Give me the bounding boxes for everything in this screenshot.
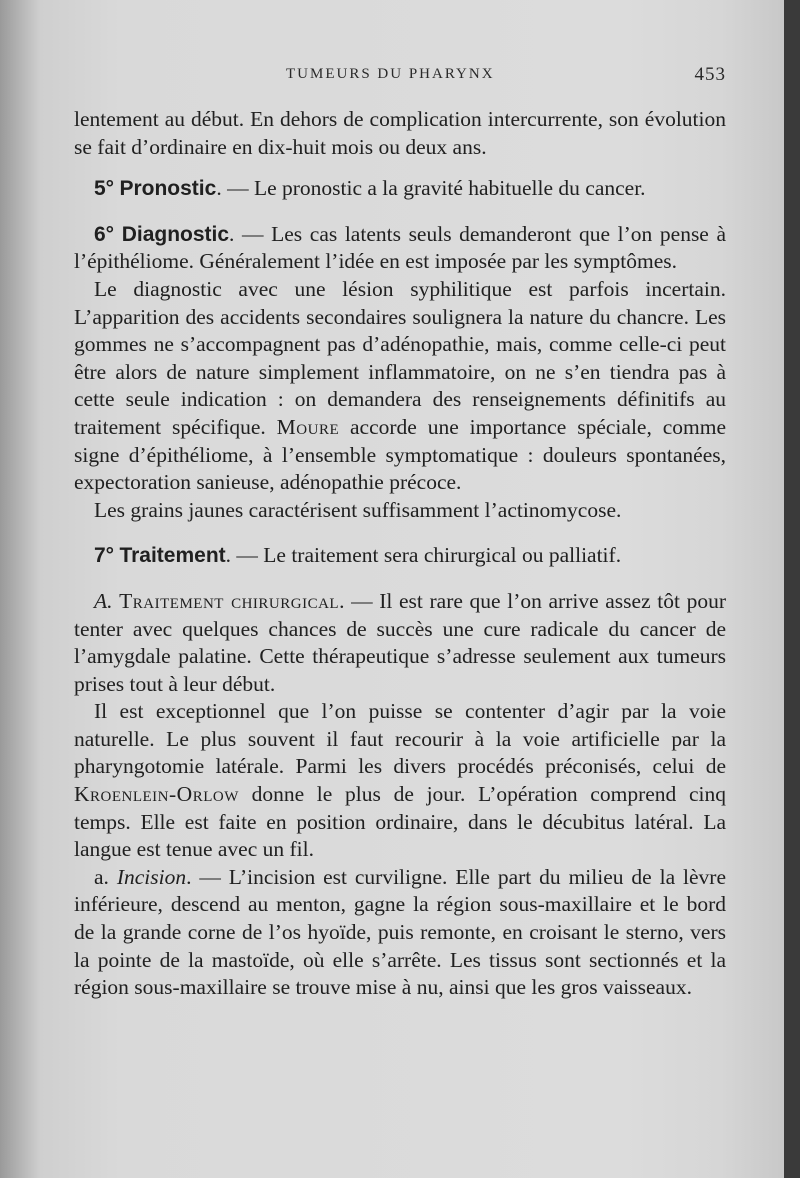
- section-number: 5°: [94, 177, 115, 201]
- author-name: Moure: [276, 414, 340, 439]
- section-diagnostic: [74, 221, 726, 276]
- running-title: TUMEURS DU PHARYNX: [286, 66, 495, 82]
- paragraph-text: Il est exceptionnel que l’on puisse se contenter d’agir par la voie naturelle. Le plus souvent il faut recourir à la voie artificielle par la pharyngotomie latérale. Parmi les divers procédés préconisés, celui de: [74, 699, 726, 779]
- paragraph-text: . — Il est rare que l’on arrive assez tôt pour tenter avec quelques chances de succès une cure radicale du cancer de l’amygdale palatine. Cette thérapeutique s’adresse seulement aux tumeurs prises tout à leur début.: [74, 588, 727, 696]
- section-number: 7°: [94, 544, 115, 568]
- paragraph-text: . — Les cas latents seuls demanderont que l’on pense à l’épithéliome. Généralement l’idée en est imposée par les symptômes.: [74, 221, 726, 274]
- paragraph-text: . — Le traitement sera chirurgical ou palliatif.: [225, 543, 622, 568]
- paragraph-incision: [74, 864, 726, 1002]
- page-edge: [784, 0, 800, 1178]
- section-number: 6°: [94, 222, 115, 246]
- paragraph-text: lentement au début. En dehors de complication intercurrente, son évolution se fait d’ordinaire en dix-huit mois ou deux ans.: [74, 107, 726, 159]
- paragraph: [74, 276, 726, 497]
- item-heading: Incision: [116, 864, 187, 889]
- paragraph-text: donne le plus de jour. L’opération comprend cinq temps. Elle est faite en position ordinaire, dans le décubitus latéral. La langue est tenue avec un fil.: [74, 782, 726, 862]
- section-pronostic: [74, 175, 726, 203]
- subsection-letter: A.: [94, 588, 113, 613]
- section-heading: Diagnostic: [121, 222, 230, 246]
- paragraph-text: . — L’incision est curviligne. Elle part du milieu de la lèvre inférieure, descend au menton, gagne la région sous-maxillaire et le bord de la grande corne de l’os hyoïde, puis remonte, en croisant le sterno, vers la pointe de la mastoïde, où elle s’arrête. Les tissus sont sectionnés et la région sous-maxillaire se trouve mise à nu, ainsi que les gros vaisseaux.: [74, 864, 726, 1000]
- paragraph: [74, 698, 726, 864]
- paragraph: [74, 106, 726, 161]
- section-traitement: [74, 542, 726, 570]
- page-number: 453: [694, 64, 726, 85]
- subsection-heading: Traitement chirurgical: [119, 588, 340, 613]
- item-letter: a.: [94, 864, 109, 889]
- page-body: [74, 106, 726, 1002]
- paragraph-text: Le diagnostic avec une lésion syphilitique est parfois incertain. L’apparition des accidents secondaires soulignera la nature du chancre. Les gommes ne s’accompagnent pas d’adénopathie, mais, comme celle-ci peut être alors de nature simplement inflammatoire, on ne s’en tiendra pas à cette seule indication : on demandera des renseignements définitifs au traitement spécifique.: [74, 276, 726, 439]
- section-heading: Traitement: [119, 544, 226, 568]
- section-heading: Pronostic: [119, 177, 217, 201]
- paragraph-text: Les grains jaunes caractérisent suffisamment l’actinomycose.: [94, 497, 622, 522]
- paragraph-text: . — Le pronostic a la gravité habituelle du cancer.: [216, 176, 646, 201]
- author-name: Kroenlein-Orlow: [74, 782, 239, 807]
- paragraph-text: accorde une importance spéciale, comme signe d’épithéliome, à l’ensemble symptomatique : douleurs spontanées, expectoration sanieuse, adénopathie précoce.: [74, 414, 726, 495]
- subsection-chirurgical: [74, 588, 726, 698]
- paragraph: [74, 497, 726, 525]
